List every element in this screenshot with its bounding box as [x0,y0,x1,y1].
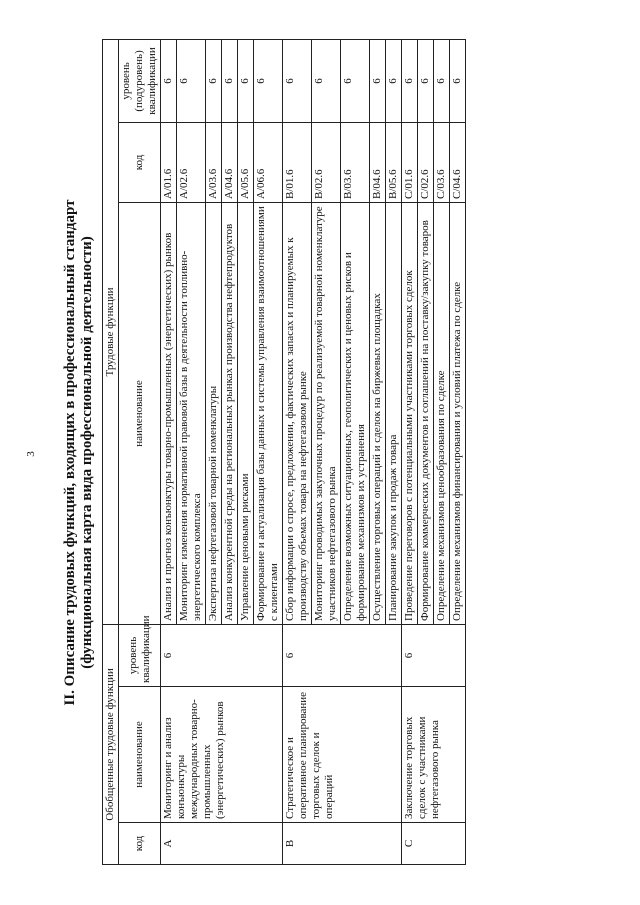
function-code: C/04.6 [450,122,466,202]
function-level: 6 [254,39,283,122]
function-name: Проведение переговоров с потенциальными участниками торговых сделок [402,202,418,624]
function-level: 6 [341,39,370,122]
function-name: Сбор информации о спросе, предложении, фактических запасах и планируемых к производству объемах товара на нефтегазовом рынке [283,202,312,624]
function-code: B/01.6 [283,122,312,202]
group-level: 6 [161,624,283,686]
function-level: 6 [434,39,450,122]
function-code: C/03.6 [434,122,450,202]
title-line-2: (функциональная карта вида профессиональной деятельности) [79,236,95,669]
function-code: C/01.6 [402,122,418,202]
function-level: 6 [222,39,238,122]
group-name: Мониторинг и анализ конъюнктуры международных товарно-промышленных (энергетических) рынков [161,687,283,823]
group-code: B [283,823,402,865]
header-row-2 [119,39,161,864]
function-level: 6 [402,39,418,122]
header-name: наименование [119,687,161,823]
function-level: 6 [418,39,434,122]
function-code: A/06.6 [254,122,283,202]
header-labor: Трудовые функции [103,39,119,624]
table-row [402,39,418,864]
function-name: Анализ и прогноз конъюнктуры товарно-промышленных (энергетических) рынков [161,202,177,624]
functional-map-table [102,39,466,865]
function-level: 6 [283,39,312,122]
function-code: A/01.6 [161,122,177,202]
function-level: 6 [206,39,222,122]
group-level: 6 [402,624,466,686]
function-level: 6 [312,39,341,122]
function-code: B/03.6 [341,122,370,202]
group-name: Заключение торговых сделок с участниками нефтегазового рынка [402,687,466,823]
function-name: Экспертиза нефтегазовой товарной номенклатуры [206,202,222,624]
function-code: A/03.6 [206,122,222,202]
function-code: A/05.6 [238,122,254,202]
header-code: код [119,823,161,865]
function-level: 6 [177,39,206,122]
function-level: 6 [370,39,386,122]
function-code: C/02.6 [418,122,434,202]
function-name: Осуществление торговых операций и сделок на биржевых площадках [370,202,386,624]
table-body [161,39,466,864]
group-name: Стратегическое и оперативное планирование торговых сделок и операций [283,687,402,823]
header-function-code: код [119,122,161,202]
page-title [62,30,96,875]
function-code: B/05.6 [386,122,402,202]
header-row-1 [103,39,119,864]
function-name: Мониторинг изменения нормативной правовой базы в деятельности топливно-энергетического комплекса [177,202,206,624]
function-level: 6 [238,39,254,122]
function-name: Определение механизмов ценообразования по сделке [434,202,450,624]
function-code: A/04.6 [222,122,238,202]
function-name: Формирование коммерческих документов и соглашений на поставку/закупку товаров [418,202,434,624]
function-level: 6 [386,39,402,122]
function-name: Мониторинг проводимых закупочных процедур по реализуемой товарной номенклатуре участников нефтегазового рынка [312,202,341,624]
group-level: 6 [283,624,402,686]
header-function-name: наименование [119,202,161,624]
function-name: Планирование закупок и продаж товара [386,202,402,624]
header-function-level: уровень (подуровень) квалификации [119,39,161,122]
function-code: B/04.6 [370,122,386,202]
page-number: 3 [24,451,37,457]
function-code: B/02.6 [312,122,341,202]
group-code: C [402,823,466,865]
function-name: Формирование и актуализация базы данных и системы управления взаимоотношениями с клиентами [254,202,283,624]
header-level-general: уровень квалификации [119,624,161,686]
function-name: Управление ценовыми рисками [238,202,254,624]
function-code: A/02.6 [177,122,206,202]
function-name: Анализ конкурентной среды на региональных рынках производства нефтепродуктов [222,202,238,624]
title-line-1: II. Описание трудовых функций, входящих в профессиональный стандарт [62,199,78,706]
table-row [283,39,312,864]
function-name: Определение механизмов финансирования и условий платежа по сделке [450,202,466,624]
header-generalized: Обобщенные трудовые функции [103,624,119,864]
function-name: Определение возможных ситуационных, геополитических и ценовых рисков и формирование механизмов их устранения [341,202,370,624]
function-level: 6 [450,39,466,122]
group-code: A [161,823,283,865]
table-row [161,39,177,864]
function-level: 6 [161,39,177,122]
rotated-sheet [60,30,630,875]
